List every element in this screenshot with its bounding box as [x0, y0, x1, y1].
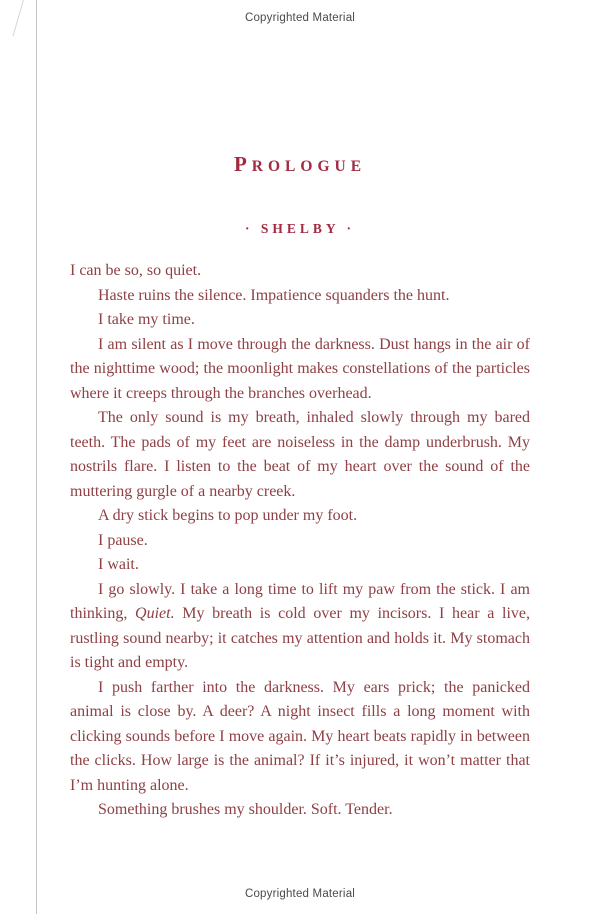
text-segment: The only sound is my breath, inhaled slowly through my bared teeth. The pads of my feet are noiseless in the damp underbrush. My nostrils flare. I listen to the beat of my heart over the sound of the muttering gurgle of a nearby creek. [70, 409, 530, 500]
page-edge-line [36, 0, 37, 914]
italic-text: Quiet. [135, 605, 175, 622]
text-segment: A dry stick begins to pop under my foot. [98, 507, 358, 524]
text-segment: I go slowly. I take a long time to lift my paw from the stick. I am thinking, [70, 580, 530, 622]
text-segment: I pause. [98, 531, 148, 549]
copyright-notice-bottom: Copyrighted Material [244, 888, 356, 900]
paragraph [70, 578, 530, 676]
section-title: · SHELBY · [244, 221, 356, 236]
paragraph [70, 553, 530, 578]
text-segment: Haste ruins the silence. Impatience squanders the hunt. [98, 286, 450, 304]
paragraph [70, 333, 530, 407]
text-segment: I wait. [98, 556, 139, 573]
text-segment: I am silent as I move through the darkness. Dust hangs in the air of the nighttime wood; the moonlight makes constellations of the particles where it creeps through the branches overhead. [70, 335, 530, 402]
paragraph [70, 259, 530, 284]
paragraph [70, 406, 530, 504]
text-segment: My breath is cold over my incisors. I hear a live, rustling sound nearby; it catches my attention and holds it. My stomach is tight and empty. [70, 605, 530, 671]
text-segment: Something brushes my shoulder. Soft. Tender. [98, 801, 393, 818]
paragraph [70, 798, 530, 823]
paragraph [70, 529, 530, 554]
paragraph [70, 284, 530, 309]
page-content [70, 0, 530, 823]
paragraph [70, 676, 530, 799]
text-segment: I can be so, so quiet. [70, 262, 202, 279]
body-text [70, 259, 530, 823]
copyright-notice-top: Copyrighted Material [244, 12, 356, 24]
text-segment: I take my time. [98, 311, 195, 328]
text-segment: I push farther into the darkness. My ears prick; the panicked animal is close by. A deer? A night insect fills a long moment with clicking sounds before I move again. My heart beats rapidly in between the clicks. How large is the animal? If it’s injured, it won’t matter that I’m hunting alone. [70, 678, 530, 794]
chapter-title: PROLOGUE [233, 152, 367, 176]
paragraph [70, 504, 530, 529]
paragraph [70, 308, 530, 333]
